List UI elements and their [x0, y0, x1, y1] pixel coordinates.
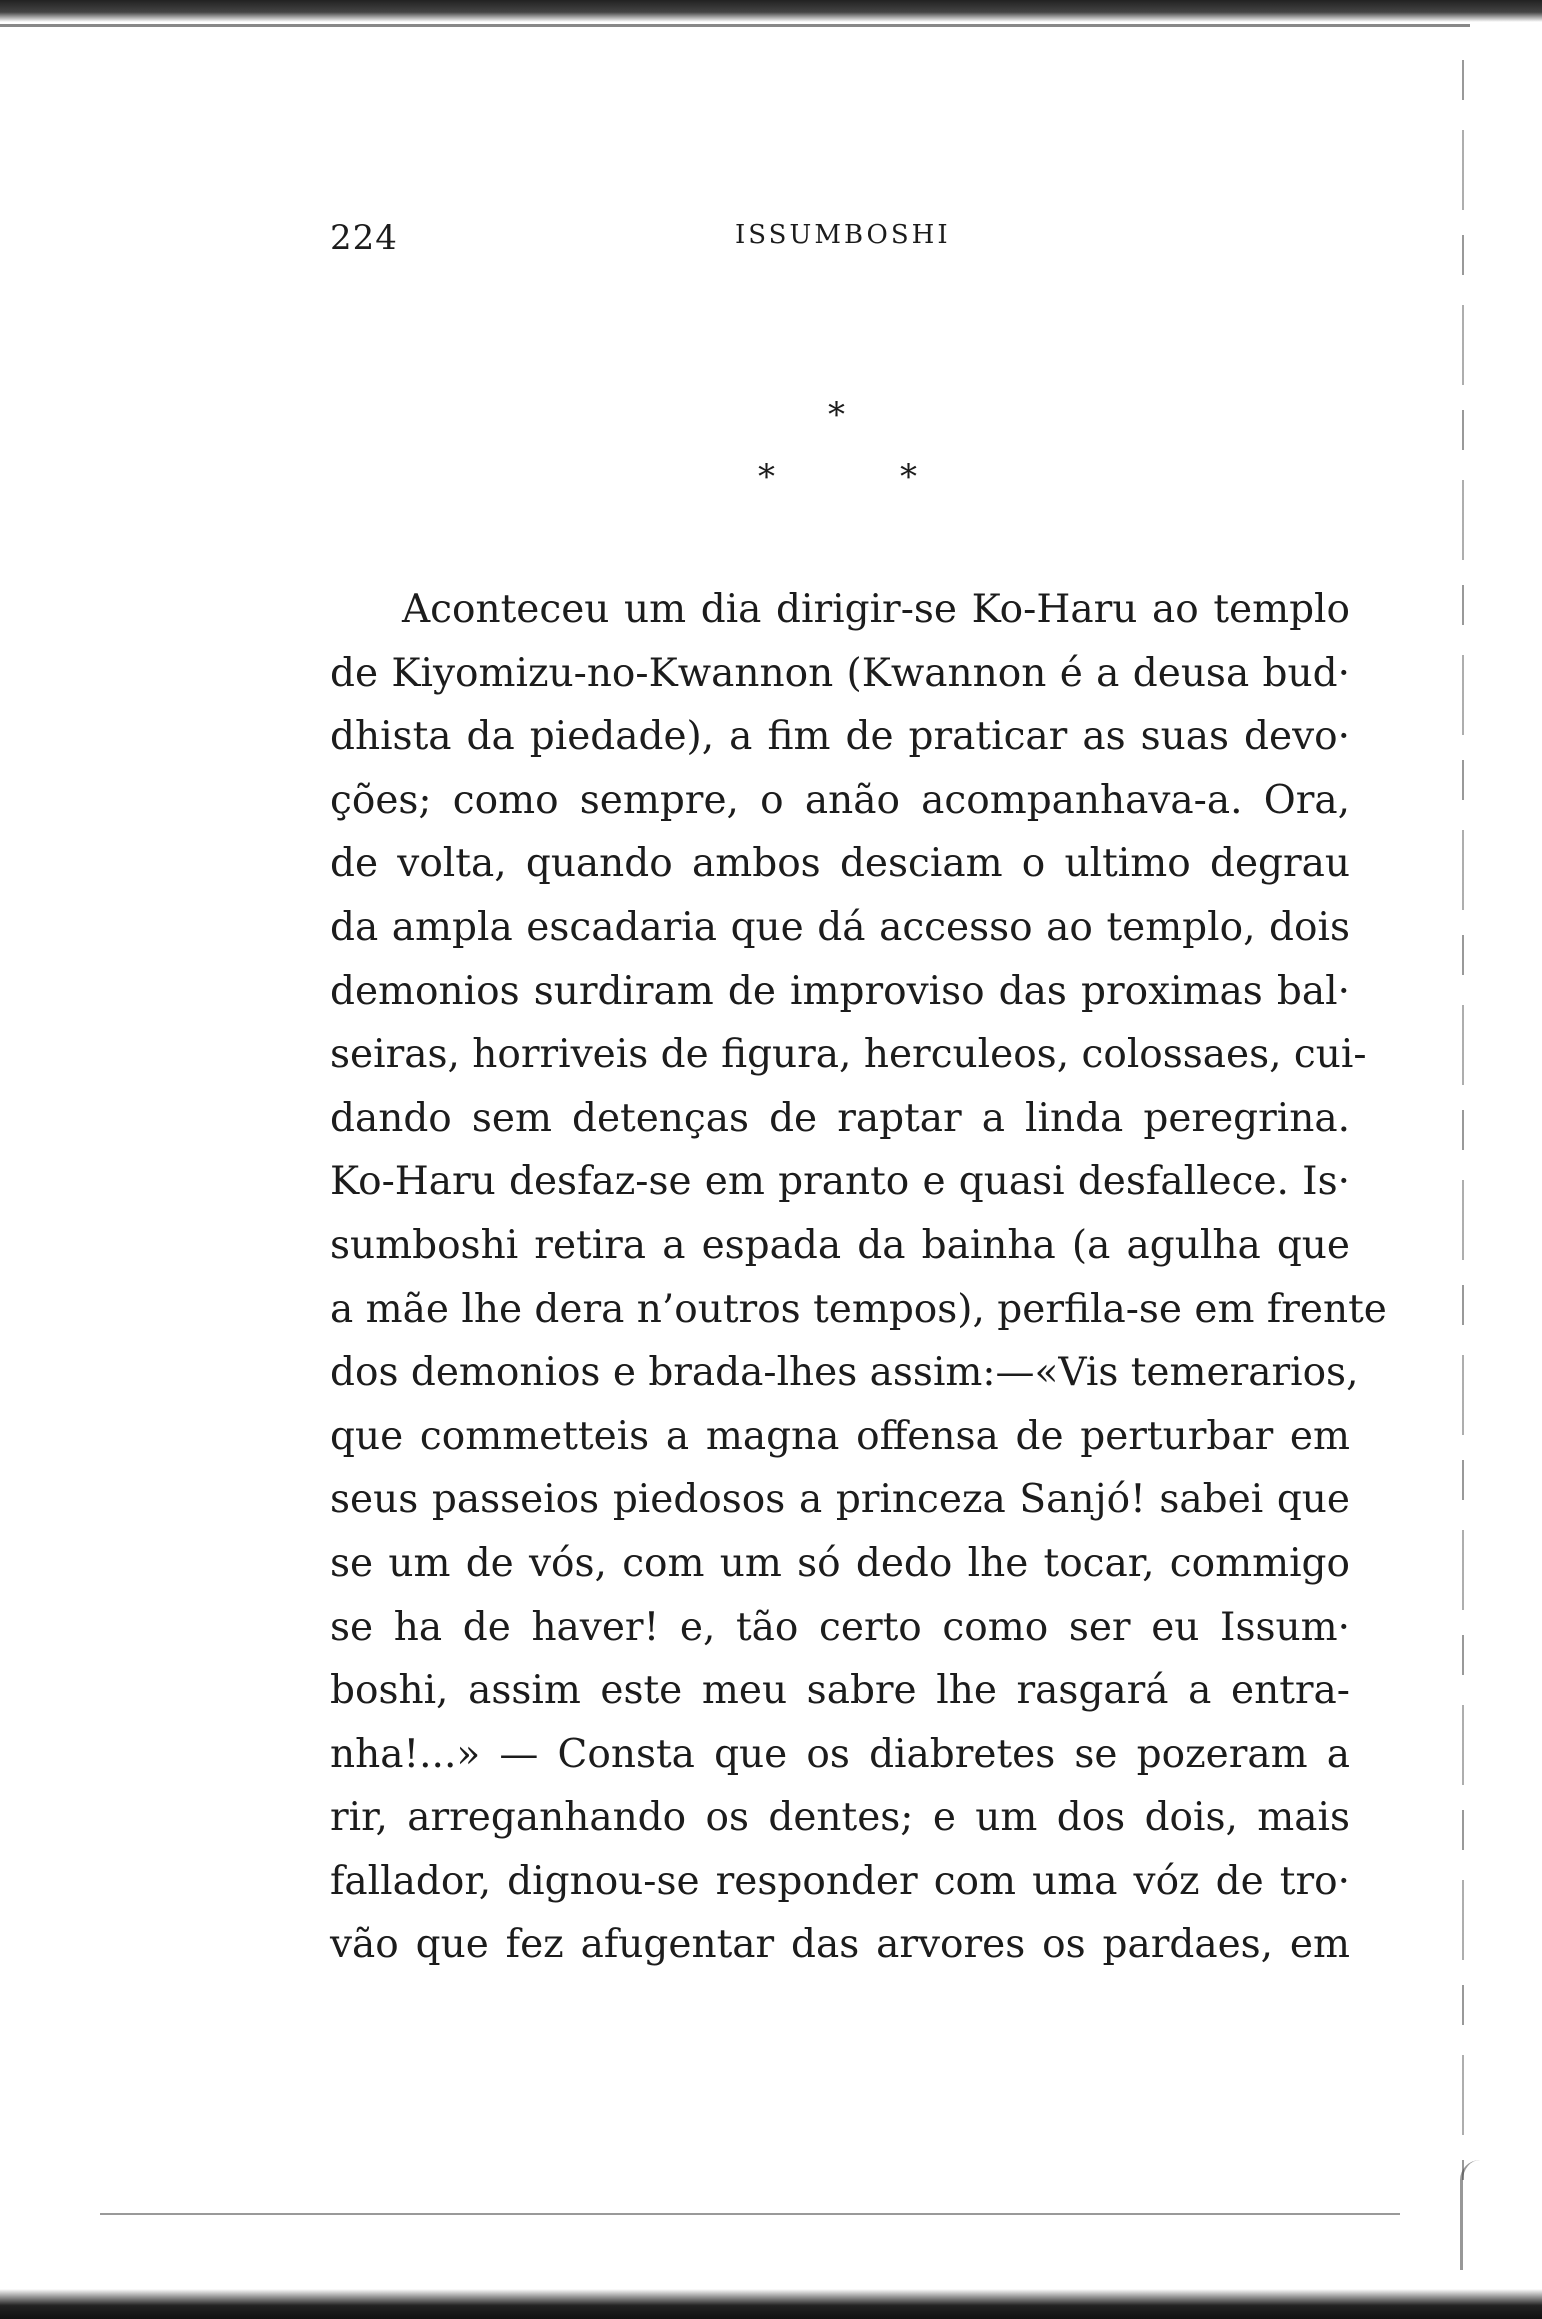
text-line: dos demonios e brada-lhes assim:—«Vis temerarios, — [330, 1350, 1359, 1396]
body-paragraph — [330, 578, 1387, 1977]
text-line: demonios surdiram de improviso das proximas bal· — [330, 968, 1350, 1014]
running-header — [330, 218, 1330, 268]
scan-bottom-line — [100, 2213, 1400, 2215]
text-line: vão que fez afugentar das arvores os pardaes, em — [330, 1922, 1350, 1968]
text-line: dhista da piedade), a fim de praticar as suas devo· — [330, 714, 1350, 760]
section-asterism — [750, 395, 940, 505]
text-line: rir, arreganhando os dentes; e um dos dois, mais — [330, 1795, 1350, 1841]
text-line: seus passeios piedosos a princeza Sanjó! sabei que — [330, 1477, 1350, 1523]
text-line: sumboshi retira a espada da bainha (a agulha que — [330, 1222, 1350, 1268]
text-line: de Kiyomizu-no-Kwannon (Kwannon é a deusa bud· — [330, 650, 1350, 696]
page-number: 224 — [330, 218, 398, 258]
scan-top-edge — [0, 0, 1542, 22]
scan-top-line — [0, 24, 1470, 27]
text-line: se ha de haver! e, tão certo como ser eu Issum· — [330, 1604, 1350, 1650]
text-line: Ko-Haru desfaz-se em pranto e quasi desfallece. Is· — [330, 1159, 1350, 1205]
running-title: ISSUMBOSHI — [735, 220, 951, 250]
text-line: ções; como sempre, o anão acompanhava-a. Ora, — [330, 777, 1350, 823]
text-line: nha!...» — Consta que os diabretes se pozeram a — [330, 1731, 1350, 1777]
asterism-star-right: * — [900, 457, 917, 497]
text-line: Aconteceu um dia dirigir-se Ko-Haru ao templo — [402, 587, 1350, 632]
text-line: se um de vós, com um só dedo lhe tocar, commigo — [330, 1540, 1350, 1586]
asterism-star-top: * — [828, 395, 845, 435]
text-line: que commetteis a magna offensa de perturbar em — [330, 1413, 1350, 1459]
scan-right-rule — [1462, 60, 1464, 2180]
text-line: dando sem detenças de raptar a linda peregrina. — [330, 1095, 1350, 1141]
scan-bottom-edge — [0, 2289, 1542, 2319]
text-line: de volta, quando ambos desciam o ultimo degrau — [330, 841, 1350, 887]
text-line: a mãe lhe dera n’outros tempos), perfila-se em frente — [330, 1286, 1387, 1332]
asterism-star-left: * — [758, 457, 775, 497]
text-line: boshi, assim este meu sabre lhe rasgará a entra- — [330, 1668, 1350, 1714]
text-line: da ampla escadaria que dá accesso ao templo, dois — [330, 904, 1350, 950]
text-line: fallador, dignou-se responder com uma vóz de tro· — [330, 1858, 1350, 1904]
text-line: seiras, horriveis de figura, herculeos, colossaes, cui- — [330, 1032, 1367, 1078]
scan-corner-mark — [1460, 2160, 1533, 2270]
